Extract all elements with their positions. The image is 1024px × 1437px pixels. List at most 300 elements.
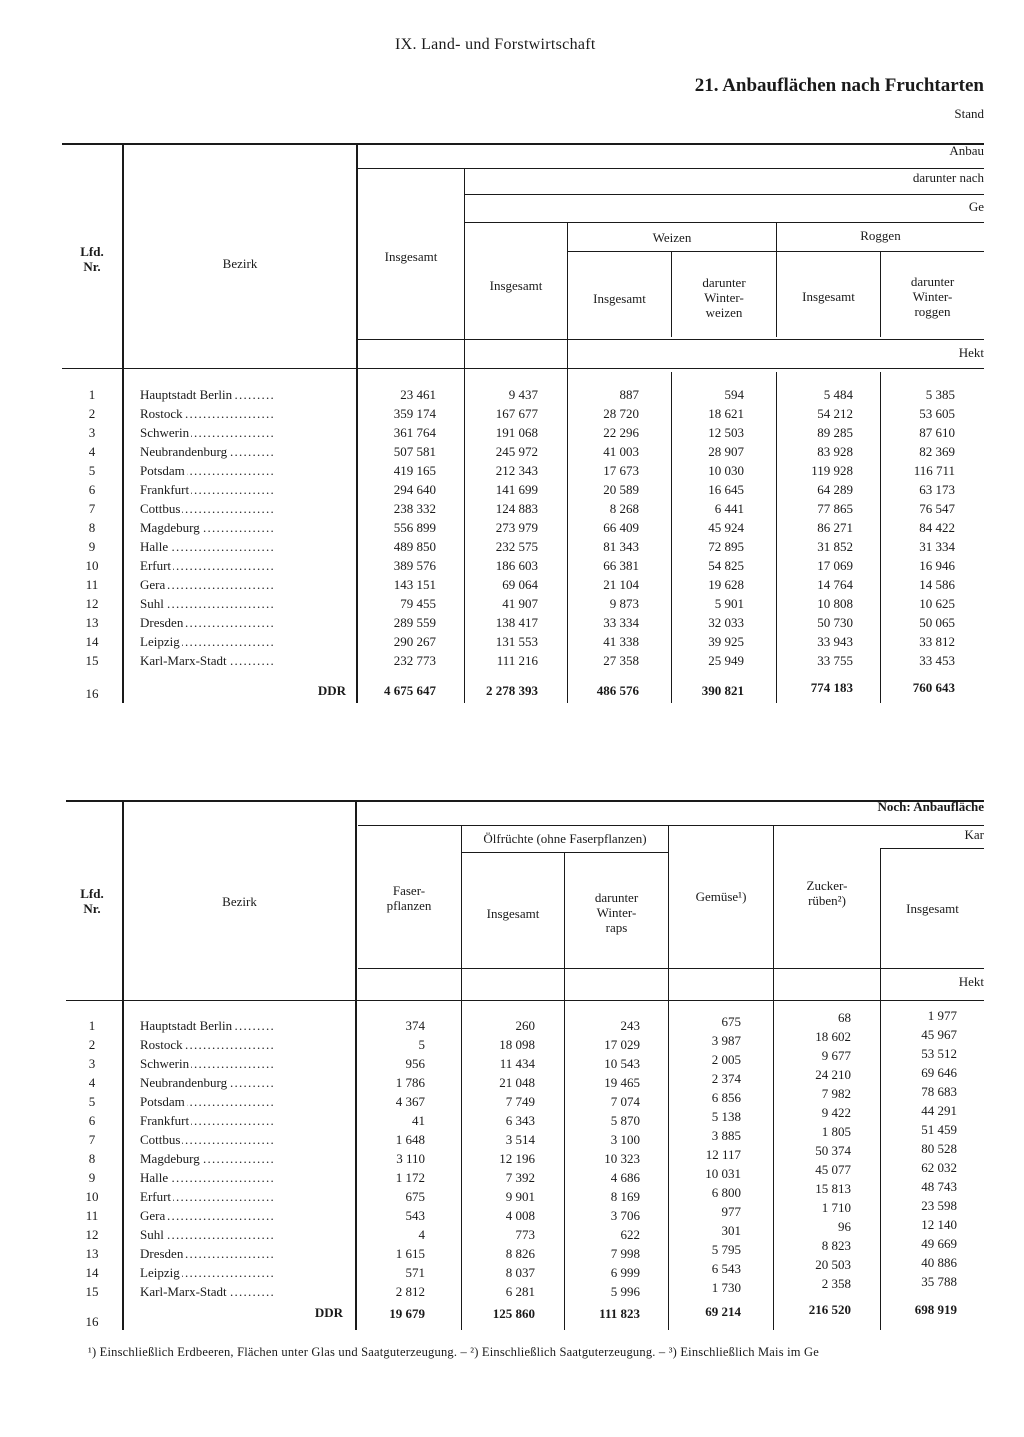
- group-kar: Kar: [964, 827, 984, 842]
- value-cell: 14 586: [919, 577, 955, 592]
- bezirk-cell: Halle . . .: [140, 1168, 343, 1187]
- value-cell: 5 795: [711, 1242, 741, 1257]
- value-cell: 24 210: [815, 1067, 851, 1082]
- value-cell: 594: [724, 387, 744, 402]
- value-cell: 33 453: [919, 653, 955, 668]
- rule: [122, 143, 124, 703]
- bezirk-cell: Dresden . . .: [140, 1244, 343, 1263]
- bezirk-cell: Magdeburg . . .: [140, 518, 346, 537]
- bezirk-cell: Dresden . . .: [140, 613, 346, 632]
- value-cell: 111 216: [496, 653, 538, 668]
- lfd-cell: 4: [88, 444, 96, 459]
- value-cell: 96: [838, 1219, 851, 1234]
- unit-label: Hekt: [958, 345, 984, 360]
- value-cell: 289 559: [393, 615, 436, 630]
- value-cell: 5 870: [610, 1113, 640, 1128]
- gemuese-column: [669, 1012, 741, 1297]
- lfd-cell: 5: [88, 1094, 96, 1109]
- total-winterraps: 111 823: [599, 1306, 640, 1321]
- value-cell: 6 999: [610, 1265, 640, 1280]
- value-cell: 9 901: [505, 1189, 535, 1204]
- value-cell: 19 465: [604, 1075, 640, 1090]
- value-cell: 15 813: [815, 1181, 851, 1196]
- bezirk-cell: Rostock . . .: [140, 1035, 343, 1054]
- value-cell: 10 808: [817, 596, 853, 611]
- bezirk-cell: Cottbus . . .: [140, 1130, 343, 1149]
- rule: [462, 852, 668, 853]
- value-cell: 245 972: [495, 444, 538, 459]
- value-cell: 39 925: [708, 634, 744, 649]
- lfd-cell: 6: [88, 1113, 96, 1128]
- bezirk-cell: Gera . . .: [140, 1206, 343, 1225]
- kar-insgesamt-column: [881, 1006, 957, 1291]
- bezirk-cell: Halle . . .: [140, 537, 346, 556]
- lfd-cell: 13: [85, 1246, 99, 1261]
- value-cell: 10 030: [708, 463, 744, 478]
- value-cell: 1 615: [395, 1246, 425, 1261]
- value-cell: 361 764: [393, 425, 436, 440]
- value-cell: 62 032: [921, 1160, 957, 1175]
- value-cell: 18 602: [815, 1029, 851, 1044]
- value-cell: 212 343: [495, 463, 538, 478]
- bezirk-cell: Rostock . . .: [140, 404, 346, 423]
- value-cell: 1 805: [821, 1124, 851, 1139]
- value-cell: 64 289: [817, 482, 853, 497]
- value-cell: 389 576: [393, 558, 436, 573]
- total-lfd: 16: [85, 686, 99, 701]
- rule: [464, 168, 465, 703]
- value-cell: 83 928: [817, 444, 853, 459]
- value-cell: 89 285: [817, 425, 853, 440]
- value-cell: 260: [515, 1018, 535, 1033]
- value-cell: 419 165: [393, 463, 436, 478]
- header-insgesamt: Insgesamt: [384, 249, 438, 264]
- value-cell: 5 385: [925, 387, 955, 402]
- value-cell: 773: [515, 1227, 535, 1242]
- bezirk-cell: Karl-Marx-Stadt . . .: [140, 1282, 343, 1301]
- value-cell: 374: [405, 1018, 425, 1033]
- total-insgesamt: 4 675 647: [384, 683, 436, 698]
- winterraps-column: [565, 1016, 640, 1301]
- lfd-cell: 2: [88, 1037, 96, 1052]
- lfd-cell: 11: [85, 577, 99, 592]
- table2-top-rule: [66, 800, 984, 802]
- value-cell: 543: [405, 1208, 425, 1223]
- bezirk-cell: Frankfurt . . .: [140, 480, 346, 499]
- rule: [880, 848, 984, 849]
- bezirk-cell: Karl-Marx-Stadt . . .: [140, 651, 346, 670]
- rule: [358, 168, 984, 169]
- total-gemuese: 69 214: [705, 1304, 741, 1319]
- lfd-cell: 3: [88, 1056, 96, 1071]
- header-oel-insgesamt: Insgesamt: [486, 906, 540, 921]
- group-noch: Noch: Anbaufläche: [877, 799, 984, 814]
- stand-label: Stand: [954, 106, 984, 121]
- value-cell: 21 048: [499, 1075, 535, 1090]
- value-cell: 4 367: [395, 1094, 425, 1109]
- value-cell: 49 669: [921, 1236, 957, 1251]
- value-cell: 76 547: [919, 501, 955, 516]
- value-cell: 571: [405, 1265, 425, 1280]
- value-cell: 48 743: [921, 1179, 957, 1194]
- value-cell: 956: [405, 1056, 425, 1071]
- value-cell: 33 334: [603, 615, 639, 630]
- value-cell: 6 543: [711, 1261, 741, 1276]
- value-cell: 243: [620, 1018, 640, 1033]
- value-cell: 6 281: [505, 1284, 535, 1299]
- value-cell: 31 852: [817, 539, 853, 554]
- value-cell: 4 008: [505, 1208, 535, 1223]
- value-cell: 9 873: [609, 596, 639, 611]
- value-cell: 27 358: [603, 653, 639, 668]
- lfd-cell: 11: [85, 1208, 99, 1223]
- value-cell: 7 982: [821, 1086, 851, 1101]
- value-cell: 2 812: [395, 1284, 425, 1299]
- value-cell: 18 621: [708, 406, 744, 421]
- unit-label: Hekt: [958, 974, 984, 989]
- value-cell: 3 100: [610, 1132, 640, 1147]
- value-cell: 80 528: [921, 1141, 957, 1156]
- value-cell: 3 110: [396, 1151, 425, 1166]
- value-cell: 50 730: [817, 615, 853, 630]
- value-cell: 66 409: [603, 520, 639, 535]
- group-anbau: Anbau: [949, 143, 984, 158]
- value-cell: 507 581: [393, 444, 436, 459]
- value-cell: 77 865: [817, 501, 853, 516]
- value-cell: 69 064: [502, 577, 538, 592]
- value-cell: 232 773: [393, 653, 436, 668]
- lfd-cell: 1: [88, 1018, 96, 1033]
- value-cell: 977: [721, 1204, 741, 1219]
- value-cell: 10 323: [604, 1151, 640, 1166]
- bezirk-cell: Erfurt . . .: [140, 556, 346, 575]
- bezirk-cell: Hauptstadt Berlin . . .: [140, 1016, 343, 1035]
- header-weizen: Weizen: [652, 230, 692, 245]
- value-cell: 41 907: [502, 596, 538, 611]
- header-bezirk: Bezirk: [222, 894, 257, 909]
- value-cell: 20 503: [815, 1257, 851, 1272]
- value-cell: 6 856: [711, 1090, 741, 1105]
- value-cell: 9 422: [821, 1105, 851, 1120]
- value-cell: 53 605: [919, 406, 955, 421]
- header-lfd-nr: Lfd. Nr.: [80, 886, 104, 916]
- value-cell: 50 374: [815, 1143, 851, 1158]
- value-cell: 40 886: [921, 1255, 957, 1270]
- bezirk-column: [140, 385, 346, 670]
- value-cell: 81 343: [603, 539, 639, 554]
- value-cell: 2 005: [711, 1052, 741, 1067]
- value-cell: 17 673: [603, 463, 639, 478]
- value-cell: 79 455: [400, 596, 436, 611]
- lfd-cell: 4: [88, 1075, 96, 1090]
- value-cell: 1 977: [927, 1008, 957, 1023]
- bezirk-cell: Schwerin . . .: [140, 1054, 343, 1073]
- lfd-cell: 6: [88, 482, 96, 497]
- getreide-column: [466, 385, 538, 670]
- header-roggen-insgesamt: Insgesamt: [802, 289, 855, 304]
- value-cell: 2 358: [821, 1276, 851, 1291]
- header-winterroggen: darunter Winter- roggen: [910, 274, 955, 319]
- value-cell: 10 031: [705, 1166, 741, 1181]
- value-cell: 19 628: [708, 577, 744, 592]
- header-gemuese: Gemüse¹): [695, 889, 747, 904]
- group-darunter: darunter nach: [912, 170, 984, 185]
- value-cell: 23 598: [921, 1198, 957, 1213]
- rule: [358, 825, 984, 826]
- value-cell: 45 077: [815, 1162, 851, 1177]
- lfd-cell: 10: [85, 558, 99, 573]
- footnote: ¹) Einschließlich Erdbeeren, Flächen unter Glas und Saatguterzeugung. – ²) Einschließlich Saatguterzeugung. – ³) Einschließlich Mais im Ge: [88, 1345, 819, 1359]
- header-getreide-insgesamt: Insgesamt: [489, 278, 543, 293]
- bezirk-cell: Potsdam . . .: [140, 1092, 343, 1111]
- header-bezirk: Bezirk: [222, 256, 258, 271]
- value-cell: 10 625: [919, 596, 955, 611]
- bezirk-cell: Hauptstadt Berlin . . .: [140, 385, 346, 404]
- value-cell: 301: [721, 1223, 741, 1238]
- value-cell: 14 764: [817, 577, 853, 592]
- value-cell: 78 683: [921, 1084, 957, 1099]
- lfd-column: [62, 1016, 122, 1301]
- value-cell: 143 151: [393, 577, 436, 592]
- value-cell: 7 998: [610, 1246, 640, 1261]
- value-cell: 12 196: [499, 1151, 535, 1166]
- value-cell: 191 068: [495, 425, 538, 440]
- value-cell: 8 826: [505, 1246, 535, 1261]
- lfd-cell: 2: [88, 406, 96, 421]
- value-cell: 675: [405, 1189, 425, 1204]
- bezirk-cell: Erfurt . . .: [140, 1187, 343, 1206]
- value-cell: 18 098: [499, 1037, 535, 1052]
- value-cell: 12 503: [708, 425, 744, 440]
- total-faserpflanzen: 19 679: [389, 1306, 425, 1321]
- value-cell: 54 825: [708, 558, 744, 573]
- bezirk-cell: Suhl . . .: [140, 594, 346, 613]
- value-cell: 8 169: [610, 1189, 640, 1204]
- value-cell: 359 174: [393, 406, 436, 421]
- header-winterweizen: darunter Winter- weizen: [702, 275, 746, 320]
- lfd-cell: 10: [85, 1189, 99, 1204]
- value-cell: 1 648: [395, 1132, 425, 1147]
- bezirk-cell: Schwerin . . .: [140, 423, 346, 442]
- value-cell: 50 065: [919, 615, 955, 630]
- value-cell: 68: [838, 1010, 851, 1025]
- value-cell: 25 949: [708, 653, 744, 668]
- value-cell: 12 140: [921, 1217, 957, 1232]
- value-cell: 33 943: [817, 634, 853, 649]
- oel-insgesamt-column: [462, 1016, 535, 1301]
- value-cell: 31 334: [919, 539, 955, 554]
- value-cell: 294 640: [393, 482, 436, 497]
- rule: [358, 339, 984, 340]
- insgesamt-column: [358, 385, 436, 670]
- value-cell: 86 271: [817, 520, 853, 535]
- value-cell: 69 646: [921, 1065, 957, 1080]
- roggen-insgesamt-column: [777, 385, 853, 670]
- winterweizen-column: [672, 385, 744, 670]
- value-cell: 63 173: [919, 482, 955, 497]
- bezirk-cell: Neubrandenburg . . .: [140, 442, 346, 461]
- value-cell: 16 946: [919, 558, 955, 573]
- header-weizen-insgesamt: Insgesamt: [593, 291, 646, 306]
- value-cell: 51 459: [921, 1122, 957, 1137]
- value-cell: 5 138: [711, 1109, 741, 1124]
- value-cell: 8 823: [821, 1238, 851, 1253]
- value-cell: 6 800: [711, 1185, 741, 1200]
- lfd-cell: 5: [88, 463, 96, 478]
- value-cell: 21 104: [603, 577, 639, 592]
- winterroggen-column: [881, 385, 955, 670]
- value-cell: 119 928: [811, 463, 853, 478]
- value-cell: 66 381: [603, 558, 639, 573]
- value-cell: 6 441: [714, 501, 744, 516]
- header-kar-insgesamt: Insgesamt: [906, 901, 959, 916]
- lfd-cell: 14: [85, 1265, 99, 1280]
- rule: [464, 222, 984, 223]
- value-cell: 5 484: [823, 387, 853, 402]
- bezirk-cell: Leipzig . . .: [140, 632, 346, 651]
- zuckerrueben-column: [774, 1008, 851, 1293]
- lfd-cell: 15: [85, 1284, 99, 1299]
- value-cell: 17 029: [604, 1037, 640, 1052]
- running-head: IX. Land- und Forstwirtschaft: [395, 36, 596, 53]
- bezirk-cell: Cottbus . . .: [140, 499, 346, 518]
- value-cell: 23 461: [400, 387, 436, 402]
- value-cell: 116 711: [913, 463, 955, 478]
- value-cell: 238 332: [393, 501, 436, 516]
- value-cell: 186 603: [495, 558, 538, 573]
- value-cell: 45 924: [708, 520, 744, 535]
- value-cell: 54 212: [817, 406, 853, 421]
- lfd-cell: 13: [85, 615, 99, 630]
- bezirk-cell: Suhl . . .: [140, 1225, 343, 1244]
- value-cell: 87 610: [919, 425, 955, 440]
- header-roggen: Roggen: [860, 228, 901, 243]
- value-cell: 167 677: [495, 406, 538, 421]
- value-cell: 8 037: [505, 1265, 535, 1280]
- weizen-insgesamt-column: [568, 385, 639, 670]
- value-cell: 622: [620, 1227, 640, 1242]
- value-cell: 675: [721, 1014, 741, 1029]
- total-weizen-insgesamt: 486 576: [596, 683, 639, 698]
- value-cell: 3 706: [610, 1208, 640, 1223]
- lfd-cell: 7: [88, 1132, 96, 1147]
- table1-top-rule: [62, 143, 984, 145]
- value-cell: 3 885: [711, 1128, 741, 1143]
- value-cell: 7 074: [610, 1094, 640, 1109]
- lfd-cell: 7: [88, 501, 96, 516]
- bezirk-cell: Neubrandenburg . . .: [140, 1073, 343, 1092]
- value-cell: 9 677: [821, 1048, 851, 1063]
- lfd-cell: 9: [88, 539, 96, 554]
- value-cell: 9 437: [508, 387, 538, 402]
- value-cell: 3 514: [505, 1132, 535, 1147]
- table-title: 21. Anbauflächen nach Fruchtarten: [694, 75, 984, 96]
- header-zuckerrueben: Zucker- rüben²): [806, 878, 848, 908]
- header-lfd-nr: Lfd. Nr.: [80, 244, 104, 274]
- lfd-cell: 8: [88, 520, 96, 535]
- value-cell: 556 899: [393, 520, 436, 535]
- rule: [122, 800, 124, 1330]
- bezirk-cell: Gera . . .: [140, 575, 346, 594]
- value-cell: 1 730: [711, 1280, 741, 1295]
- value-cell: 10 543: [604, 1056, 640, 1071]
- value-cell: 12 117: [705, 1147, 741, 1162]
- total-bezirk: DDR: [314, 1305, 343, 1320]
- header-oelfruechte: Ölfrüchte (ohne Faserpflanzen): [483, 831, 647, 846]
- value-cell: 32 033: [708, 615, 744, 630]
- value-cell: 22 296: [603, 425, 639, 440]
- value-cell: 41 338: [603, 634, 639, 649]
- value-cell: 84 422: [919, 520, 955, 535]
- value-cell: 273 979: [495, 520, 538, 535]
- value-cell: 6 343: [505, 1113, 535, 1128]
- value-cell: 887: [619, 387, 639, 402]
- total-bezirk: DDR: [317, 683, 346, 698]
- value-cell: 290 267: [393, 634, 436, 649]
- value-cell: 17 069: [817, 558, 853, 573]
- value-cell: 5 901: [714, 596, 744, 611]
- value-cell: 28 720: [603, 406, 639, 421]
- header-faserpflanzen: Faser- pflanzen: [386, 883, 432, 913]
- value-cell: 33 812: [919, 634, 955, 649]
- value-cell: 1 786: [395, 1075, 425, 1090]
- bezirk-cell: Frankfurt . . .: [140, 1111, 343, 1130]
- value-cell: 5 996: [610, 1284, 640, 1299]
- total-kar-insgesamt: 698 919: [914, 1302, 957, 1317]
- header-winterraps: darunter Winter- raps: [594, 890, 639, 935]
- lfd-cell: 12: [85, 596, 99, 611]
- value-cell: 141 699: [495, 482, 538, 497]
- lfd-cell: 1: [88, 387, 96, 402]
- value-cell: 45 967: [921, 1027, 957, 1042]
- total-lfd: 16: [85, 1314, 99, 1329]
- bezirk-cell: Leipzig . . .: [140, 1263, 343, 1282]
- table2-head-rule: [66, 1000, 984, 1001]
- value-cell: 35 788: [921, 1274, 957, 1289]
- lfd-column: [62, 385, 122, 670]
- value-cell: 11 434: [499, 1056, 535, 1071]
- lfd-cell: 15: [85, 653, 99, 668]
- table1-head-rule: [62, 368, 984, 369]
- value-cell: 82 369: [919, 444, 955, 459]
- value-cell: 44 291: [921, 1103, 957, 1118]
- value-cell: 16 645: [708, 482, 744, 497]
- value-cell: 131 553: [495, 634, 538, 649]
- total-roggen-insgesamt: 774 183: [810, 680, 853, 695]
- group-ge: Ge: [968, 199, 984, 214]
- lfd-cell: 9: [88, 1170, 96, 1185]
- value-cell: 8 268: [609, 501, 639, 516]
- total-getreide: 2 278 393: [486, 683, 538, 698]
- bezirk-cell: Magdeburg . . .: [140, 1149, 343, 1168]
- value-cell: 20 589: [603, 482, 639, 497]
- value-cell: 138 417: [495, 615, 538, 630]
- bezirk-column: [140, 1016, 343, 1301]
- value-cell: 124 883: [495, 501, 538, 516]
- value-cell: 28 907: [708, 444, 744, 459]
- total-winterweizen: 390 821: [701, 683, 744, 698]
- value-cell: 41 003: [603, 444, 639, 459]
- value-cell: 1 172: [395, 1170, 425, 1185]
- value-cell: 72 895: [708, 539, 744, 554]
- total-zuckerrueben: 216 520: [808, 1302, 851, 1317]
- value-cell: 4 686: [610, 1170, 640, 1185]
- bezirk-cell: Potsdam . . .: [140, 461, 346, 480]
- faserpflanzen-column: [357, 1016, 425, 1301]
- value-cell: 4: [418, 1227, 425, 1242]
- value-cell: 3 987: [711, 1033, 741, 1048]
- lfd-cell: 14: [85, 634, 99, 649]
